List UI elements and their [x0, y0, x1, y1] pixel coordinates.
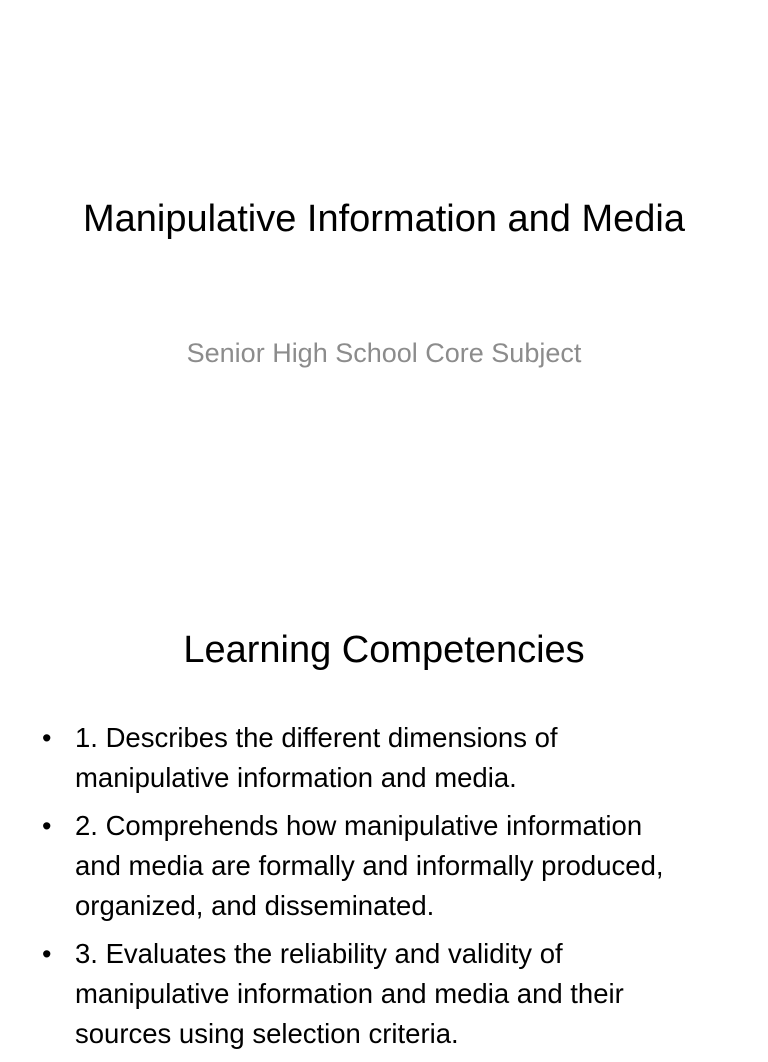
list-item — [40, 806, 670, 926]
slide-heading: Learning Competencies — [183, 629, 585, 671]
bullet-icon: • — [42, 723, 52, 753]
slide-subtitle: Senior High School Core Subject — [186, 338, 582, 368]
list-item-text: 1. Describes the different dimensions of manipulative information and media. — [75, 722, 558, 793]
learning-competencies-slide — [0, 576, 768, 1049]
list-item-text: 3. Evaluates the reliability and validity of manipulative information and media and their sources using selection criteria. — [75, 938, 624, 1049]
list-item-text: 2. Comprehends how manipulative information and media are formally and informally produced, organized, and disseminated. — [75, 810, 664, 921]
slide-title: Manipulative Information and Media — [82, 198, 685, 240]
bullet-icon: • — [42, 811, 52, 841]
competency-list — [40, 718, 670, 1062]
list-item — [40, 718, 670, 798]
list-item — [40, 934, 670, 1054]
bullet-icon: • — [42, 939, 52, 969]
